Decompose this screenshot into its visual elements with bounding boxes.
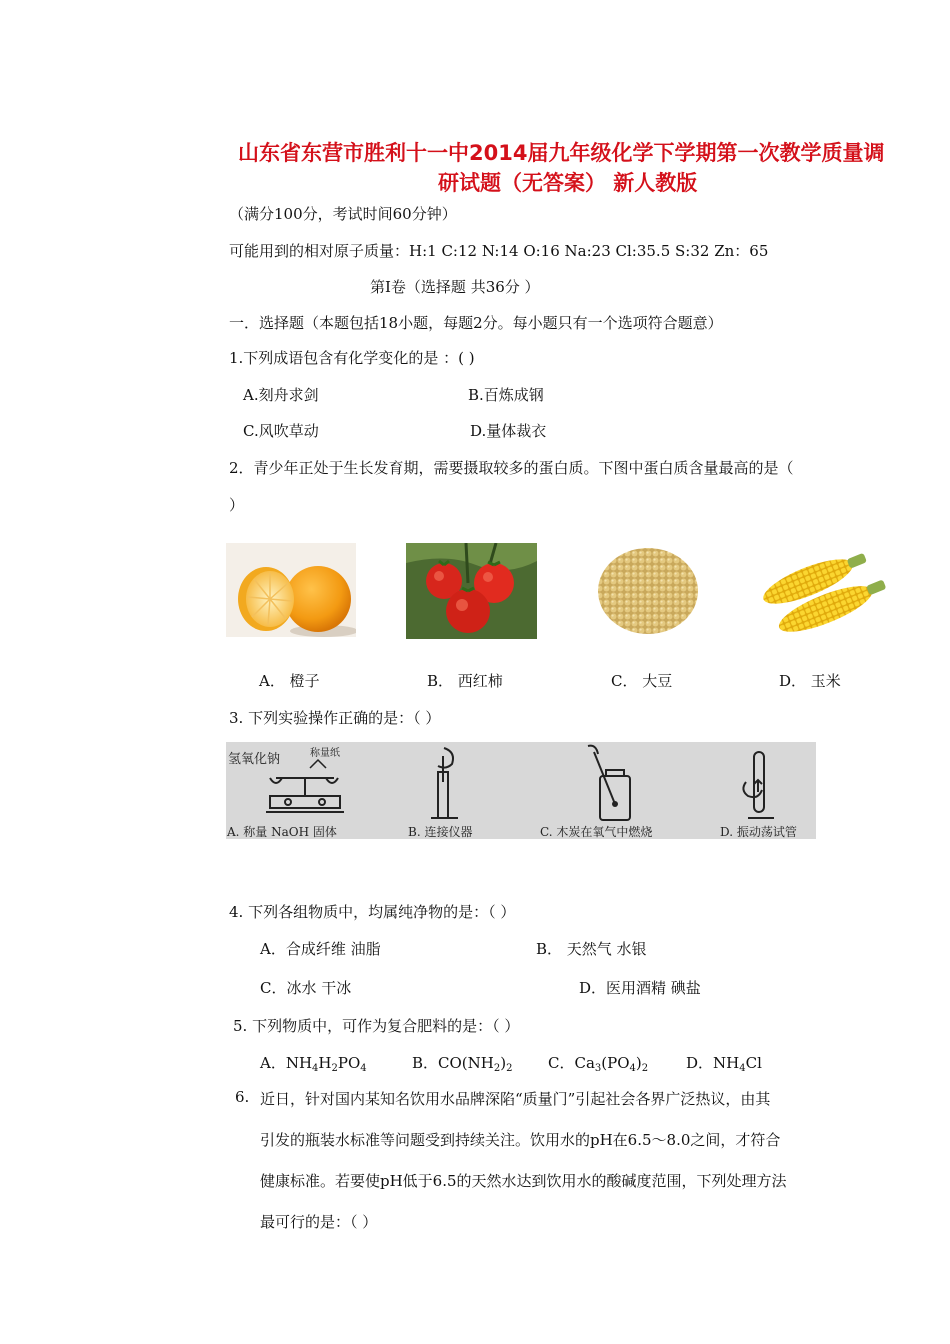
weighing-paper-label: 称量纸 <box>310 748 340 759</box>
q6-line4: 最可行的是：（ ） <box>260 1213 378 1231</box>
q3-option-c: C. 木炭在氧气中燃烧 <box>540 825 653 839</box>
q2-stem: 2．青少年正处于生长发育期，需要摄取较多的蛋白质。下图中蛋白质含量最高的是（ <box>229 459 794 477</box>
q1-stem: 1.下列成语包含有化学变化的是 ：( ) <box>229 349 475 367</box>
connect-apparatus-drawing <box>431 748 458 818</box>
part-one-heading: 一．选择题（本题包括18小题，每题2分。每小题只有一个选项符合题意） <box>229 314 723 332</box>
lab-operations-figure <box>226 742 816 839</box>
q3-option-d: D. 振动荡试管 <box>720 825 797 839</box>
balance-drawing <box>266 778 344 812</box>
shake-tube-drawing <box>743 752 764 812</box>
q5-stem: 5. 下列物质中，可作为复合肥料的是：（ ） <box>233 1017 520 1035</box>
q3-option-b: B. 连接仪器 <box>408 825 473 839</box>
section-title: 第Ⅰ卷（选择题 共36分 ） <box>370 278 540 296</box>
q2-stem-end: ） <box>229 496 245 514</box>
q4-option-b: B． 天然气 水银 <box>536 940 647 958</box>
q4-option-c: C．冰水 干冰 <box>260 979 352 997</box>
q5-option-a: A．$NH_4H_2PO_4$ <box>260 1054 367 1074</box>
q1-option-a: A.刻舟求剑 <box>243 386 319 404</box>
q2-option-b: B． 西红柿 <box>427 672 503 690</box>
q3-option-a: A. 称量 NaOH 固体 <box>227 825 337 839</box>
q4-option-d: D．医用酒精 碘盐 <box>579 979 701 997</box>
charcoal-jar-drawing <box>588 746 630 820</box>
q4-option-a: A．合成纤维 油脂 <box>260 940 381 958</box>
q1-option-b: B.百炼成钢 <box>468 386 544 404</box>
corn-image <box>757 543 887 644</box>
doc-title-line1: 山东省东营市胜利十一中2014届九年级化学下学期第一次教学质量调 <box>238 141 885 165</box>
q2-option-c: C． 大豆 <box>611 672 673 690</box>
q4-stem: 4. 下列各组物质中，均属纯净物的是：（ ） <box>229 903 516 921</box>
q6-line2: 引发的瓶装水标准等问题受到持续关注。饮用水的pH在6.5～8.0之间，才符合 <box>260 1131 781 1149</box>
q1-option-d: D.量体裁衣 <box>470 422 547 440</box>
q3-stem: 3. 下列实验操作正确的是：（ ） <box>229 709 441 727</box>
tomato-image <box>406 543 537 639</box>
q5-option-b: B．$CO(NH_2)_2$ <box>412 1054 513 1074</box>
q2-option-d: D． 玉米 <box>779 672 841 690</box>
q6-line1: 近日，针对国内某知名饮用水品牌深陷“质量门”引起社会各界广泛热议，由其 <box>260 1090 771 1108</box>
q1-option-c: C.风吹草动 <box>243 422 319 440</box>
score-time: （满分100分，考试时间60分钟） <box>229 205 457 223</box>
soybean-image <box>582 543 713 640</box>
atomic-masses: 可能用到的相对原子质量：H:1 C:12 N:14 O:16 Na:23 Cl:35.5 S:32 Zn：65 <box>229 242 769 260</box>
q6-line3: 健康标准。若要使pH低于6.5的天然水达到饮用水的酸碱度范围，下列处理方法 <box>260 1172 787 1190</box>
orange-image <box>226 543 356 637</box>
q2-option-a: A． 橙子 <box>259 672 320 690</box>
q5-option-c: C．$Ca_3(PO_4)_2$ <box>548 1054 649 1074</box>
naoh-label: 氢氧化钠 <box>228 752 281 767</box>
q5-option-d: D．$NH_4Cl$ <box>686 1054 762 1074</box>
q6-number: 6. <box>235 1088 250 1106</box>
doc-title-line2: 研试题（无答案） 新人教版 <box>438 171 698 195</box>
